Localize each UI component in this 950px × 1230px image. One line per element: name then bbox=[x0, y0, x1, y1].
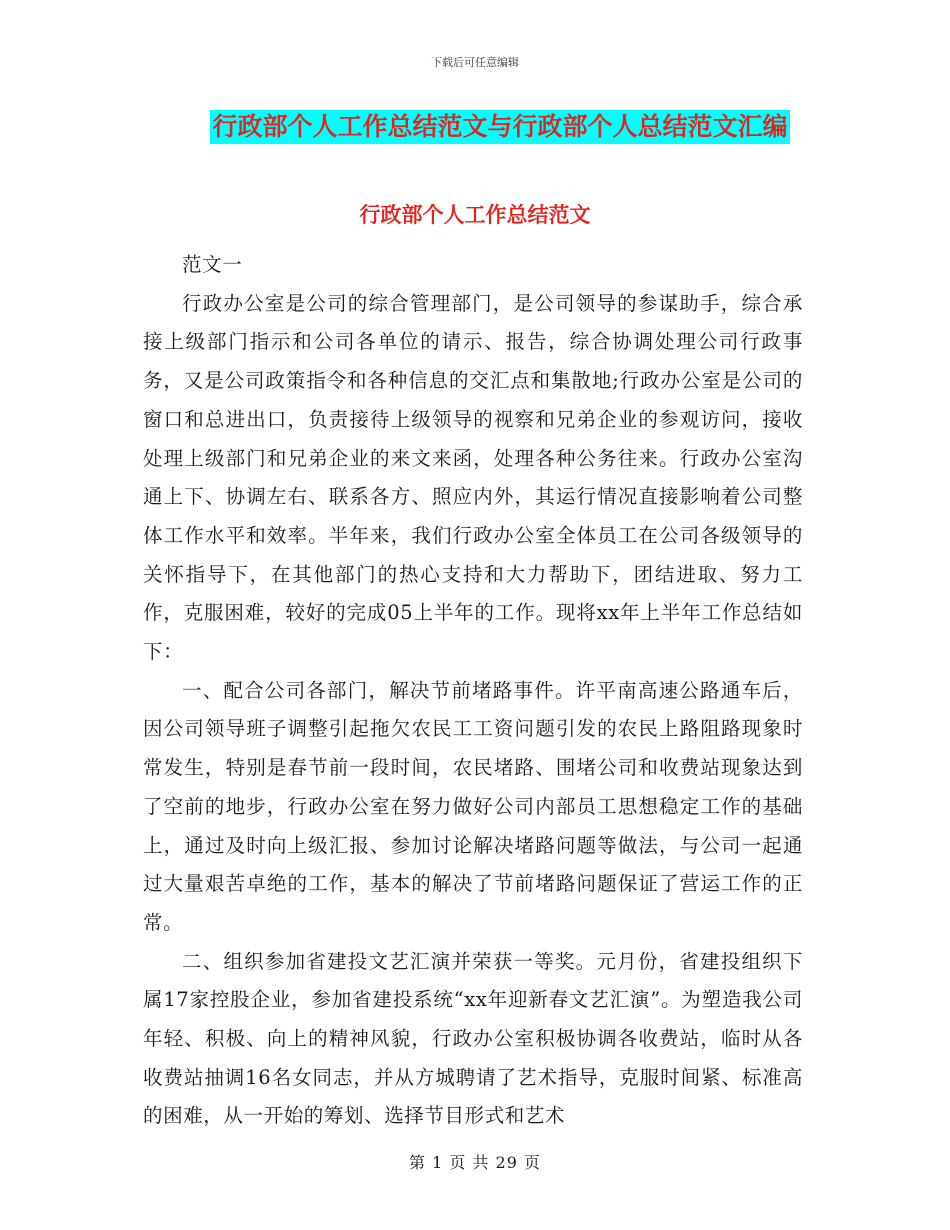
main-title: 行政部个人工作总结范文与行政部个人总结范文汇编 bbox=[210, 110, 789, 144]
page-number-footer: 第 1 页 共 29 页 bbox=[409, 1153, 541, 1172]
paragraph: 一、配合公司各部门，解决节前堵路事件。许平南高速公路通车后，因公司领导班子调整引起拖欠农民工工资问题引发的农民上路阻路现象时常发生，特别是春节前一段时间，农民堵路、围堵公司和收费站现象达到了空前的地步，行政办公室在努力做好公司内部员工思想稳定工作的基础上，通过及时向上级汇报、参加讨论解决堵路问题等做法，与公司一起通过大量艰苦卓绝的工作，基本的解决了节前堵路问题保证了营运工作的正常。 bbox=[143, 678, 803, 934]
paragraph-heading: 范文一 bbox=[182, 253, 243, 276]
paragraph: 二、组织参加省建投文艺汇演并荣获一等奖。元月份，省建投组织下属17家控股企业，参加省建投系统“xx年迎新春文艺汇演”。为塑造我公司年轻、积极、向上的精神风貌，行政办公室积极协调各收费站，临时从各收费站抽调16名女同志，并从方城聘请了艺术指导，克服时间紧、标准高的困难，从一开始的筹划、选择节目形式和艺术 bbox=[143, 949, 803, 1128]
main-title-container bbox=[0, 110, 950, 144]
header-note: 下载后可任意编辑 bbox=[431, 56, 519, 69]
section-title: 行政部个人工作总结范文 bbox=[359, 203, 591, 227]
paragraph: 行政办公室是公司的综合管理部门，是公司领导的参谋助手，综合承接上级部门指示和公司各单位的请示、报告，综合协调处理公司行政事务，又是公司政策指令和各种信息的交汇点和集散地;行政办公室是公司的窗口和总进出口，负责接待上级领导的视察和兄弟企业的参观访问，接收处理上级部门和兄弟企业的来文来函，处理各种公务往来。行政办公室沟通上下、协调左右、联系各方、照应内外，其运行情况直接影响着公司整体工作水平和效率。半年来，我们行政办公室全体员工在公司各级领导的关怀指导下，在其他部门的热心支持和大力帮助下，团结进取、努力工作，克服困难，较好的完成05上半年的工作。现将xx年上半年工作总结如下： bbox=[143, 291, 803, 664]
document-body bbox=[143, 246, 803, 1136]
